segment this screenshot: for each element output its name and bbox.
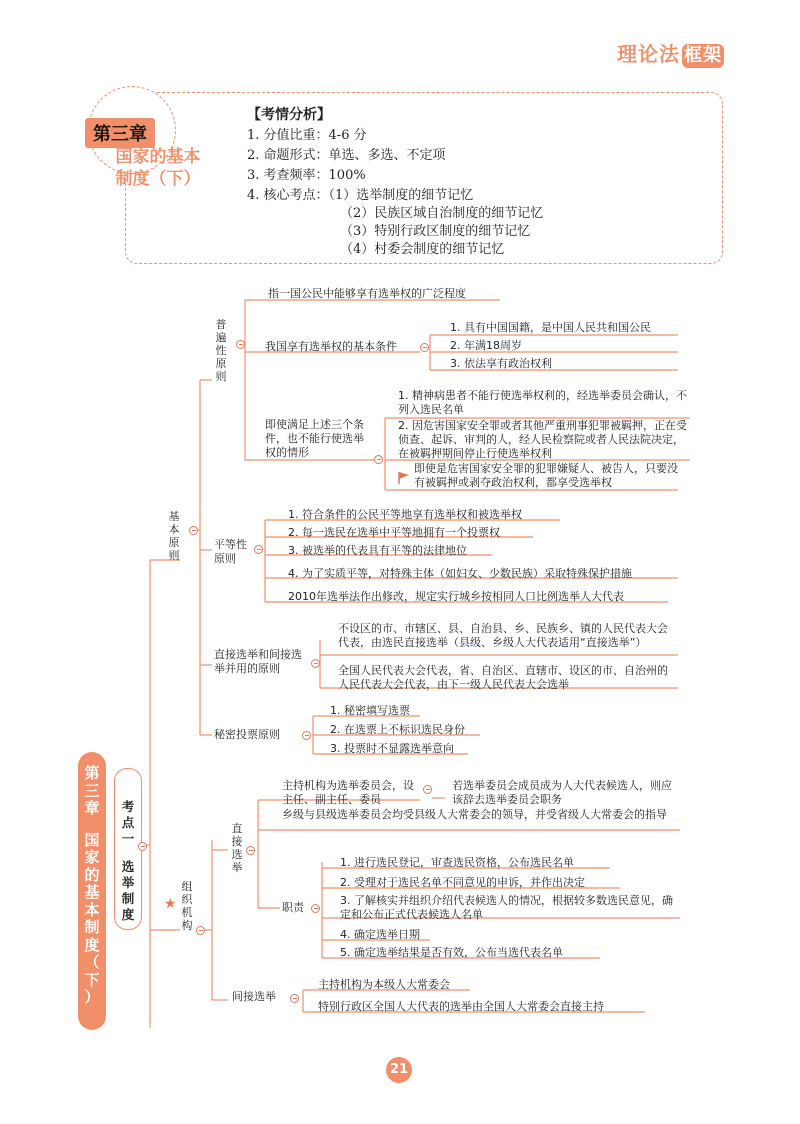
node-direct-indirect: 直接选举和间接选举并用的原则 [214,648,302,675]
eq-item: 3. 被选举的代表具有平等的法律地位 [288,544,467,557]
node-equality: 平等性原则 [214,538,247,565]
chapter-title-line2: 制度（下） [115,169,201,189]
eq-item: 1. 符合条件的公民平等地享有选举权和被选举权 [288,508,522,521]
brand-text: 理论法 [617,42,680,66]
exc-item: 2. 因危害国家安全罪或者其他严重刑事犯罪被羁押，正在受侦查、起诉、审判的人，经人民检察院或者人民法院决定，在被羁押期间停止行使选举权利 [398,419,687,460]
collapse-icon[interactable] [423,785,432,794]
analysis-title: 【考情分析】 [247,107,331,123]
exc-note: 即使是危害国家安全罪的犯罪嫌疑人、被告人，只要没有被羁押或剥夺政治权利，都享受选举权 [414,462,678,489]
cond-item: 3. 依法享有政治权利 [450,357,552,370]
collapse-icon[interactable] [290,994,299,1003]
node-host: 主持机构为选举委员会，设主任、副主任、委员 [282,779,414,806]
node-universal: 普遍性原则 [215,318,227,383]
duty-item: 3. 了解核实并组织介绍代表候选人的情况，根据较多数选民意见，确定和公布正式代表候选人名单 [340,894,673,921]
chapter-side-bar [78,752,106,1030]
topic-label: 考 点 一 选 举 制 度 [121,799,135,922]
analysis-line: （4）村委会制度的细节记忆 [340,242,505,257]
di-item: 全国人民代表大会代表，省、自治区、直辖市、设区的市、自治州的人民代表大会代表，由下一级人民代表大会选举 [338,664,668,691]
side-bar-label: 第 三 章 国 家 的 基 本 制 度 （ 下 ） [84,764,100,1006]
node-direct: 直接选举 [231,822,243,874]
collapse-icon[interactable] [420,343,429,352]
collapse-icon[interactable] [311,659,320,668]
duty-item: 4. 确定选举日期 [340,928,420,941]
node-indirect: 间接选举 [232,990,276,1003]
secret-item: 3. 投票时不显露选举意向 [330,742,454,755]
eq-item: 2010年选举法作出修改，规定实行城乡按相同人口比例选举人大代表 [288,590,624,603]
chapter-tag: 第三章 [85,118,155,148]
node-org: 组织机构 [181,880,193,932]
eq-item: 4. 为了实质平等，对特殊主体（如妇女、少数民族）采取特殊保护措施 [288,567,632,580]
node-leadership: 乡级与县级选举委员会均受县级人大常委会的领导，并受省级人大常委会的指导 [282,808,667,821]
node-secret: 秘密投票原则 [214,728,280,741]
collapse-icon[interactable] [254,545,263,554]
cond-item: 1. 具有中国国籍，是中国人民共和国公民 [450,321,651,334]
secret-item: 2. 在选票上不标识选民身份 [330,723,465,736]
analysis-line: 4. 核心考点：（1）选举制度的细节记忆 [247,188,474,203]
collapse-icon[interactable] [189,526,198,535]
ind-item: 特别行政区全国人大代表的选举由全国人大常委会直接主持 [318,1000,604,1013]
collapse-icon[interactable] [246,846,255,855]
cond-item: 2. 年满18周岁 [450,339,522,352]
collapse-icon[interactable] [302,731,311,740]
chapter-title-line1: 国家的基本 [115,147,201,167]
collapse-icon[interactable] [311,904,320,913]
node-conditions: 我国享有选举权的基本条件 [265,340,397,353]
collapse-icon[interactable] [374,455,383,464]
duty-item: 1. 进行选民登记，审查选民资格，公布选民名单 [340,856,574,869]
duty-item: 2. 受理对于选民名单不同意见的申诉，并作出决定 [340,876,585,889]
analysis-line: 3. 考查频率：100% [247,168,366,183]
secret-item: 1. 秘密填写选票 [330,704,410,717]
analysis-line: （2）民族区域自治制度的细节记忆 [340,206,544,221]
node-universal-def: 指一国公民中能够享有选举权的广泛程度 [268,287,466,300]
analysis-line: 1. 分值比重：4-6 分 [247,128,367,143]
analysis-line: （3）特别行政区制度的细节记忆 [340,224,531,239]
analysis-line: 2. 命题形式：单选、多选、不定项 [247,148,446,163]
star-icon: ★ [164,896,177,912]
exc-item: 1. 精神病患者不能行使选举权利的，经选举委员会确认，不列入选民名单 [398,389,687,416]
node-exceptions: 即使满足上述三个条件，也不能行使选举权的情形 [265,418,364,459]
node-basic-principles: 基本原则 [168,510,180,562]
collapse-icon[interactable] [138,842,147,851]
collapse-icon[interactable] [236,340,245,349]
duty-item: 5. 确定选举结果是否有效，公布当选代表名单 [340,946,563,959]
eq-item: 2. 每一选民在选举中平等地拥有一个投票权 [288,526,500,539]
ind-item: 主持机构为本级人大常委会 [318,978,450,991]
flag-icon [398,470,410,489]
node-duties: 职责 [282,901,304,914]
page-number: 21 [386,1057,412,1083]
brand-box: 框架 [684,45,722,66]
host-note: 若选举委员会成员成为人大代表候选人，则应该辞去选举委员会职务 [452,779,672,806]
collapse-icon[interactable] [196,926,205,935]
di-item: 不设区的市、市辖区、县、自治县、乡、民族乡、镇的人民代表大会代表，由选民直接选举（县级、乡级人大代表适用“直接选举”） [338,622,668,649]
